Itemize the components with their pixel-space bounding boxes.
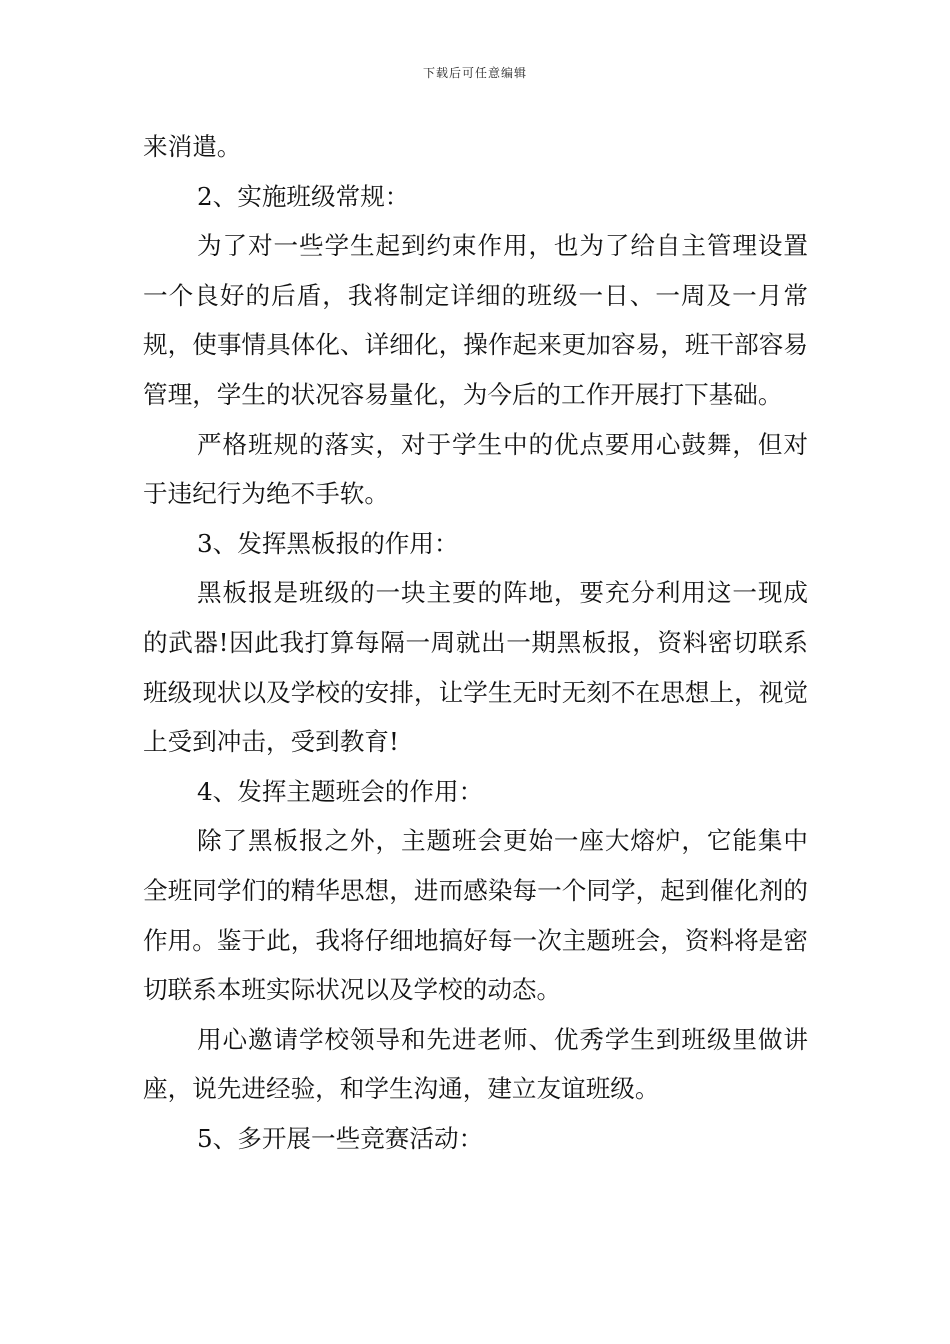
paragraph: 严格班规的落实，对于学生中的优点要用心鼓舞，但对于违纪行为绝不手软。 — [143, 429, 808, 509]
section-heading-4: 4、发挥主题班会的作用： — [197, 776, 484, 806]
paragraph: 为了对一些学生起到约束作用，也为了给自主管理设置一个良好的后盾，我将制定详细的班级一日、一周及一月常规，使事情具体化、详细化，操作起来更加容易，班干部容易管理，学生的状况容易量化，为今后的工作开展打下基础。 — [143, 231, 808, 409]
page-header: 下载后可任意编辑 — [422, 66, 527, 80]
section-heading-3: 3、发挥黑板报的作用： — [197, 528, 459, 558]
section-heading-2: 2、实施班级常规： — [197, 181, 410, 211]
section-heading-5: 5、多开展一些竞赛活动： — [197, 1123, 484, 1153]
document-body — [143, 122, 808, 1163]
paragraph: 黑板报是班级的一块主要的阵地，要充分利用这一现成的武器!因此我打算每隔一周就出一期黑板报，资料密切联系班级现状以及学校的安排，让学生无时无刻不在思想上，视觉上受到冲击，受到教育! — [143, 578, 808, 757]
paragraph-continuation: 来消遣。 — [143, 132, 242, 161]
paragraph: 除了黑板报之外，主题班会更始一座大熔炉，它能集中全班同学们的精华思想，进而感染每一个同学，起到催化剂的作用。鉴于此，我将仔细地搞好每一次主题班会，资料将是密切联系本班实际状况以及学校的动态。 — [143, 826, 808, 1005]
paragraph: 用心邀请学校领导和先进老师、优秀学生到班级里做讲座，说先进经验，和学生沟通，建立友谊班级。 — [143, 1024, 808, 1104]
